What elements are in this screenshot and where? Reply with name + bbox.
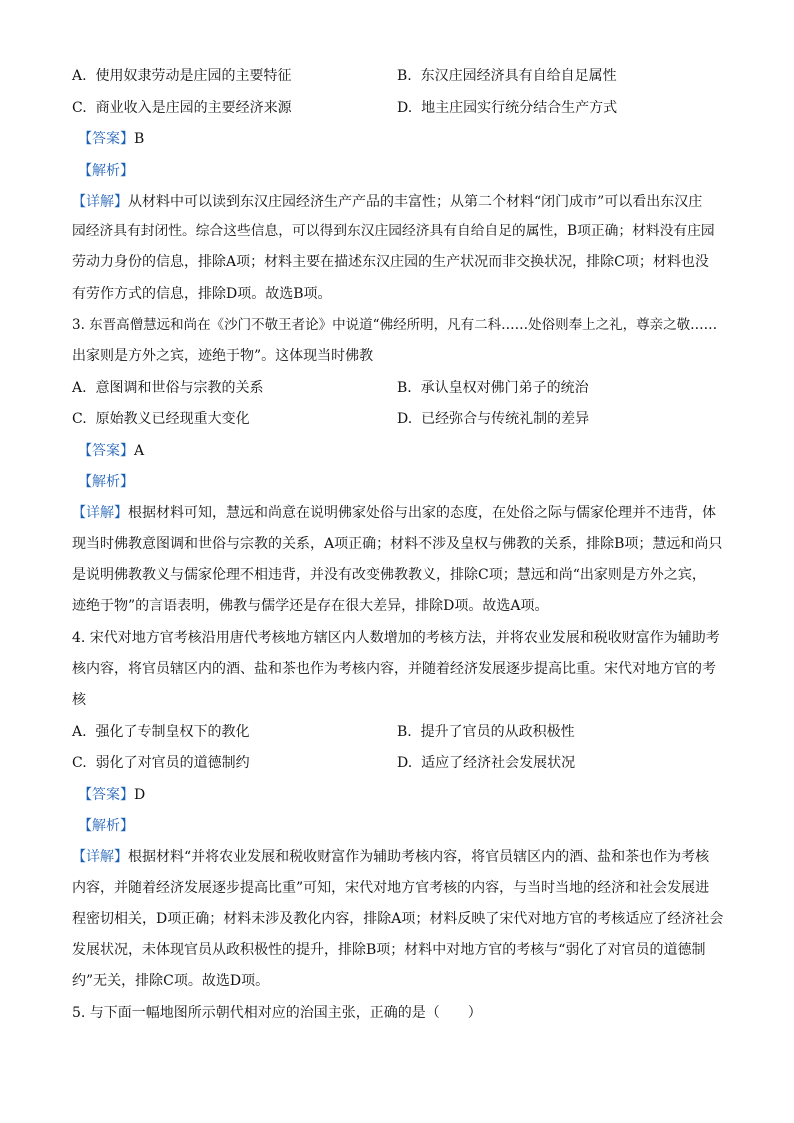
q4-detail-line-5: 约”无关，排除C项。故选D项。 [72,973,270,989]
q2-detail-line-2: 园经济具有封闭性。综合这些信息，可以得到东汉庄园经济具有自给自足的属性，B项正确；材料没有庄园 [72,223,715,239]
q2-option-b: B. 东汉庄园经济具有自给自足属性 [397,68,617,84]
q3-detail-line-2: 现当时佛教意图调和世俗与宗教的关系，A项正确；材料不涉及皇权与佛教的关系，排除B项；慧远和尚只 [72,536,723,552]
q2-answer: 【答案】B [78,131,145,147]
q4-answer: 【答案】D [78,787,146,803]
q2-analysis-label: 【解析】 [78,163,134,179]
q4-option-c: C. 弱化了对官员的道德制约 [72,755,250,771]
q2-detail-line-4: 有劳作方式的信息，排除D项。故选B项。 [72,286,332,302]
q5-stem: 5. 与下面一幅地图所示朝代相对应的治国主张，正确的是（ ） [72,1005,482,1021]
q2-detail-line-1: 【详解】从材料中可以读到东汉庄园经济生产产品的丰富性；从第二个材料“闭门成市”可以看出东汉庄 [72,194,703,210]
q2-option-a: A. 使用奴隶劳动是庄园的主要特征 [72,68,292,84]
q4-detail-line-3: 程密切相关，D项正确；材料未涉及教化内容，排除A项；材料反映了宋代对地方官的考核适应了经济社会 [72,911,724,927]
q3-option-d: D. 已经弥合与传统礼制的差异 [397,411,590,427]
q3-option-c: C. 原始教义已经现重大变化 [72,411,250,427]
q3-option-b: B. 承认皇权对佛门弟子的统治 [397,380,589,396]
q3-answer: 【答案】A [78,443,145,459]
q4-stem-line-2: 核内容，将官员辖区内的酒、盐和茶也作为考核内容，并随着经济发展逐步提高比重。宋代对地方官的考 [72,661,716,677]
q2-detail-line-3: 劳动力身份的信息，排除A项；材料主要在描述东汉庄园的生产状况而非交换状况，排除C项；材料也没 [72,254,709,270]
q3-option-a: A. 意图调和世俗与宗教的关系 [72,380,264,396]
q4-option-d: D. 适应了经济社会发展状况 [397,755,576,771]
q4-stem-line-1: 4. 宋代对地方官考核沿用唐代考核地方辖区内人数增加的考核方法，并将农业发展和税收财富作为辅助考 [72,630,720,646]
q4-analysis-label: 【解析】 [78,818,134,834]
q3-detail-line-3: 是说明佛教教义与儒家伦理不相违背，并没有改变佛教教义，排除C项；慧远和尚“出家则是方外之宾， [72,567,706,583]
q3-stem-line-1: 3. 东晋高僧慧远和尚在《沙门不敬王者论》中说道“佛经所明，凡有二科……处俗则奉上之礼，尊亲之敬…… [72,317,718,333]
q3-detail-line-1: 【详解】根据材料可知，慧远和尚意在说明佛家处俗与出家的态度，在处俗之际与儒家伦理并不违背，体 [72,505,716,521]
q4-detail-line-1: 【详解】根据材料“并将农业发展和税收财富作为辅助考核内容，将官员辖区内的酒、盐和茶也作为考核 [72,849,710,865]
q4-stem-line-3: 核 [72,692,86,708]
q2-option-d: D. 地主庄园实行统分结合生产方式 [397,100,618,116]
q3-detail-line-4: 迹绝于物”的言语表明，佛教与儒学还是存在很大差异，排除D项。故选A项。 [72,598,549,614]
q4-option-b: B. 提升了官员的从政积极性 [397,724,575,740]
q4-detail-line-2: 内容，并随着经济发展逐步提高比重”可知，宋代对地方官考核的内容，与当时当地的经济和社会发展进 [72,880,710,896]
q3-analysis-label: 【解析】 [78,474,134,490]
q3-stem-line-2: 出家则是方外之宾，迹绝于物”。这体现当时佛教 [72,348,374,364]
q4-option-a: A. 强化了专制皇权下的教化 [72,724,250,740]
q4-detail-line-4: 发展状况，未体现官员从政积极性的提升，排除B项；材料中对地方官的考核与“弱化了对官员的道德制 [72,942,706,958]
q2-option-c: C. 商业收入是庄园的主要经济来源 [72,100,292,116]
